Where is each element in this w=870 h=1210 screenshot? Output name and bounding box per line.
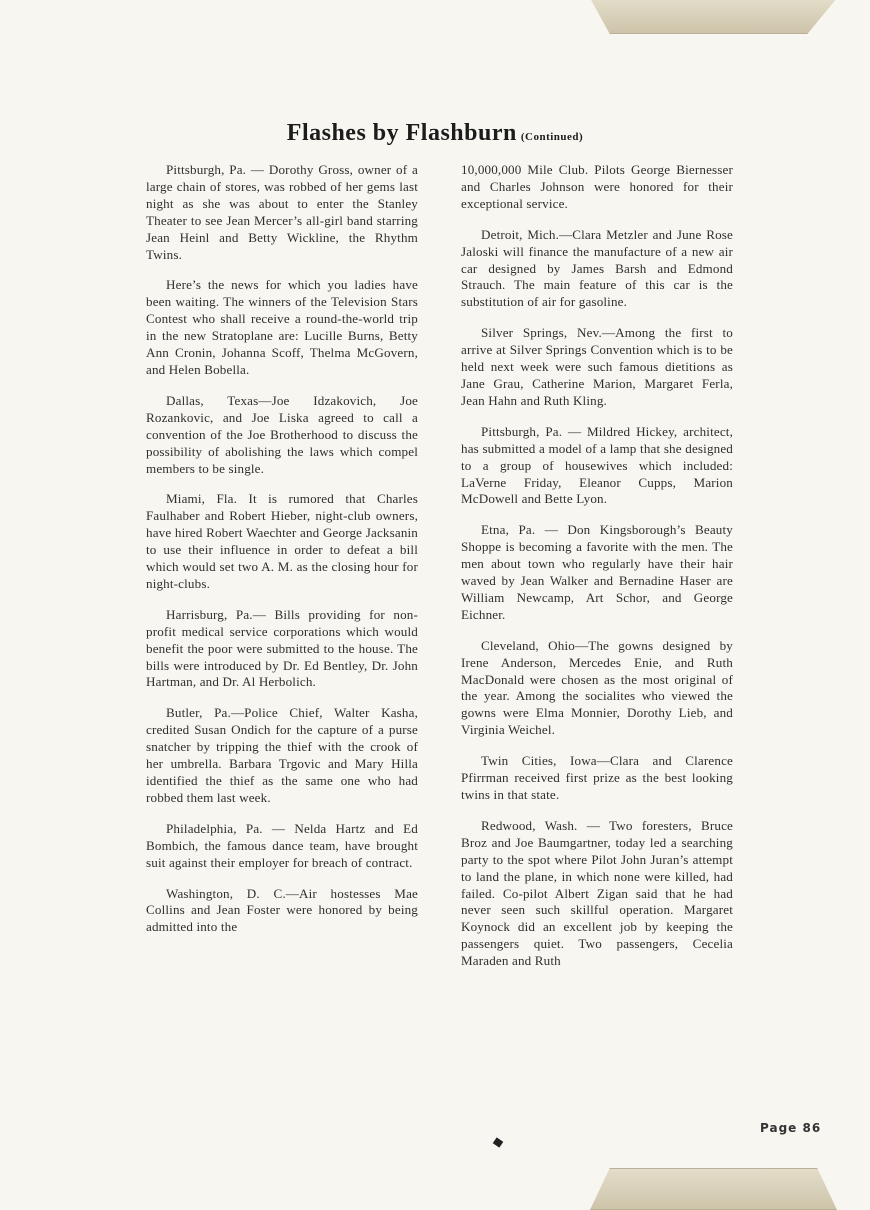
right-column: [461, 162, 733, 970]
news-paragraph: Philadelphia, Pa. — Nelda Hartz and Ed Bombich, the famous dance team, have brought suit against their employer for breach of contract.: [146, 820, 418, 870]
ink-mark: [493, 1137, 504, 1147]
news-paragraph-continued: 10,000,000 Mile Club. Pilots George Biernesser and Charles Johnson were honored for their exceptional service.: [461, 162, 733, 211]
news-paragraph: Butler, Pa.—Police Chief, Walter Kasha, credited Susan Ondich for the capture of a purse snatcher by tripping the thief with the crook of her umbrella. Barbara Trgovic and Mary Hilla identified the thief as the same one who had robbed them last week.: [146, 705, 418, 805]
news-paragraph: Miami, Fla. It is rumored that Charles Faulhaber and Robert Hieber, night-club owners, have hired Robert Waechter and George Jacksanin to use their influence in order to defeat a bill which would set two A. M. as the closing hour for night-clubs.: [146, 491, 418, 591]
news-paragraph: Pittsburgh, Pa. — Mildred Hickey, architect, has submitted a model of a lamp that she designed to a group of housewives which included: LaVerne Friday, Eleanor Cupps, Marion McDowell and Bette Lyon.: [461, 423, 733, 507]
left-column: [146, 162, 418, 936]
news-paragraph: Harrisburg, Pa.— Bills providing for non-profit medical service corporations which would benefit the poor were submitted to the house. The bills were introduced by Dr. Ed Bentley, Dr. John Hartman, and Dr. Al Herbolich.: [146, 606, 418, 690]
news-paragraph: Silver Springs, Nev.—Among the first to arrive at Silver Springs Convention which is to be held next week were such famous dietitions as Jane Grau, Catherine Marion, Margaret Ferla, Jean Hahn and Ruth Kling.: [461, 325, 733, 408]
page-tab-bottom: [590, 1168, 837, 1210]
news-paragraph: Detroit, Mich.—Clara Metzler and June Rose Jaloski will finance the manufacture of a new air car designed by James Barsh and Edmond Strauch. The main feature of this car is the substitution of air for gasoline.: [461, 226, 733, 310]
news-paragraph: Here’s the news for which you ladies have been waiting. The winners of the Television Stars Contest who shall receive a round-the-world trip in the new Stratoplane are: Lucille Burns, Betty Ann Cronin, Johanna Scoff, Thelma McGovern, and Helen Bobella.: [146, 277, 418, 377]
news-paragraph: Washington, D. C.—Air hostesses Mae Collins and Jean Foster were honored by being admitted into the: [146, 885, 418, 935]
page-tab-top: [590, 0, 837, 34]
news-paragraph: Dallas, Texas—Joe Idzakovich, Joe Rozankovic, and Joe Liska agreed to call a convention of the Joe Brotherhood to discuss the possibility of abolishing the laws which compel members to be single.: [146, 392, 418, 476]
news-paragraph: Etna, Pa. — Don Kingsborough’s Beauty Shoppe is becoming a favorite with the men. The men about town who regularly have their hair waved by Jean Walker and Bernadine Haser are William Newcamp, Art Schor, and George Eichner.: [461, 522, 733, 622]
news-paragraph: Twin Cities, Iowa—Clara and Clarence Pfirrman received first prize as the best looking twins in that state.: [461, 753, 733, 802]
page-title: [0, 120, 870, 147]
news-paragraph: Pittsburgh, Pa. — Dorothy Gross, owner of a large chain of stores, was robbed of her gems last night as she was about to enter the Stanley Theater to see Jean Mercer’s all-girl band starring Jean Heinl and Betty Wickline, the Rhythm Twins.: [146, 162, 418, 262]
title-continued: (Continued): [520, 131, 584, 143]
news-paragraph: Redwood, Wash. — Two foresters, Bruce Broz and Joe Baumgartner, today led a searching party to the spot where Pilot John Juran’s attempt to land the plane, in which none were killed, had failed. Co-pilot Albert Zigan said that he had never seen such skillful operation. Margaret Koynock did an excellent job by keeping the passengers quiet. Two passengers, Cecelia Maraden and Ruth: [461, 817, 733, 969]
page-number: Page 86: [760, 1121, 822, 1135]
news-paragraph: Cleveland, Ohio—The gowns designed by Irene Anderson, Mercedes Enie, and Ruth MacDonald were chosen as the most original of the year. Among the socialites who viewed the gowns were Elma Monnier, Dorothy Lieb, and Virginia Weichel.: [461, 637, 733, 738]
title-text: Flashes by Flashburn: [286, 120, 517, 146]
